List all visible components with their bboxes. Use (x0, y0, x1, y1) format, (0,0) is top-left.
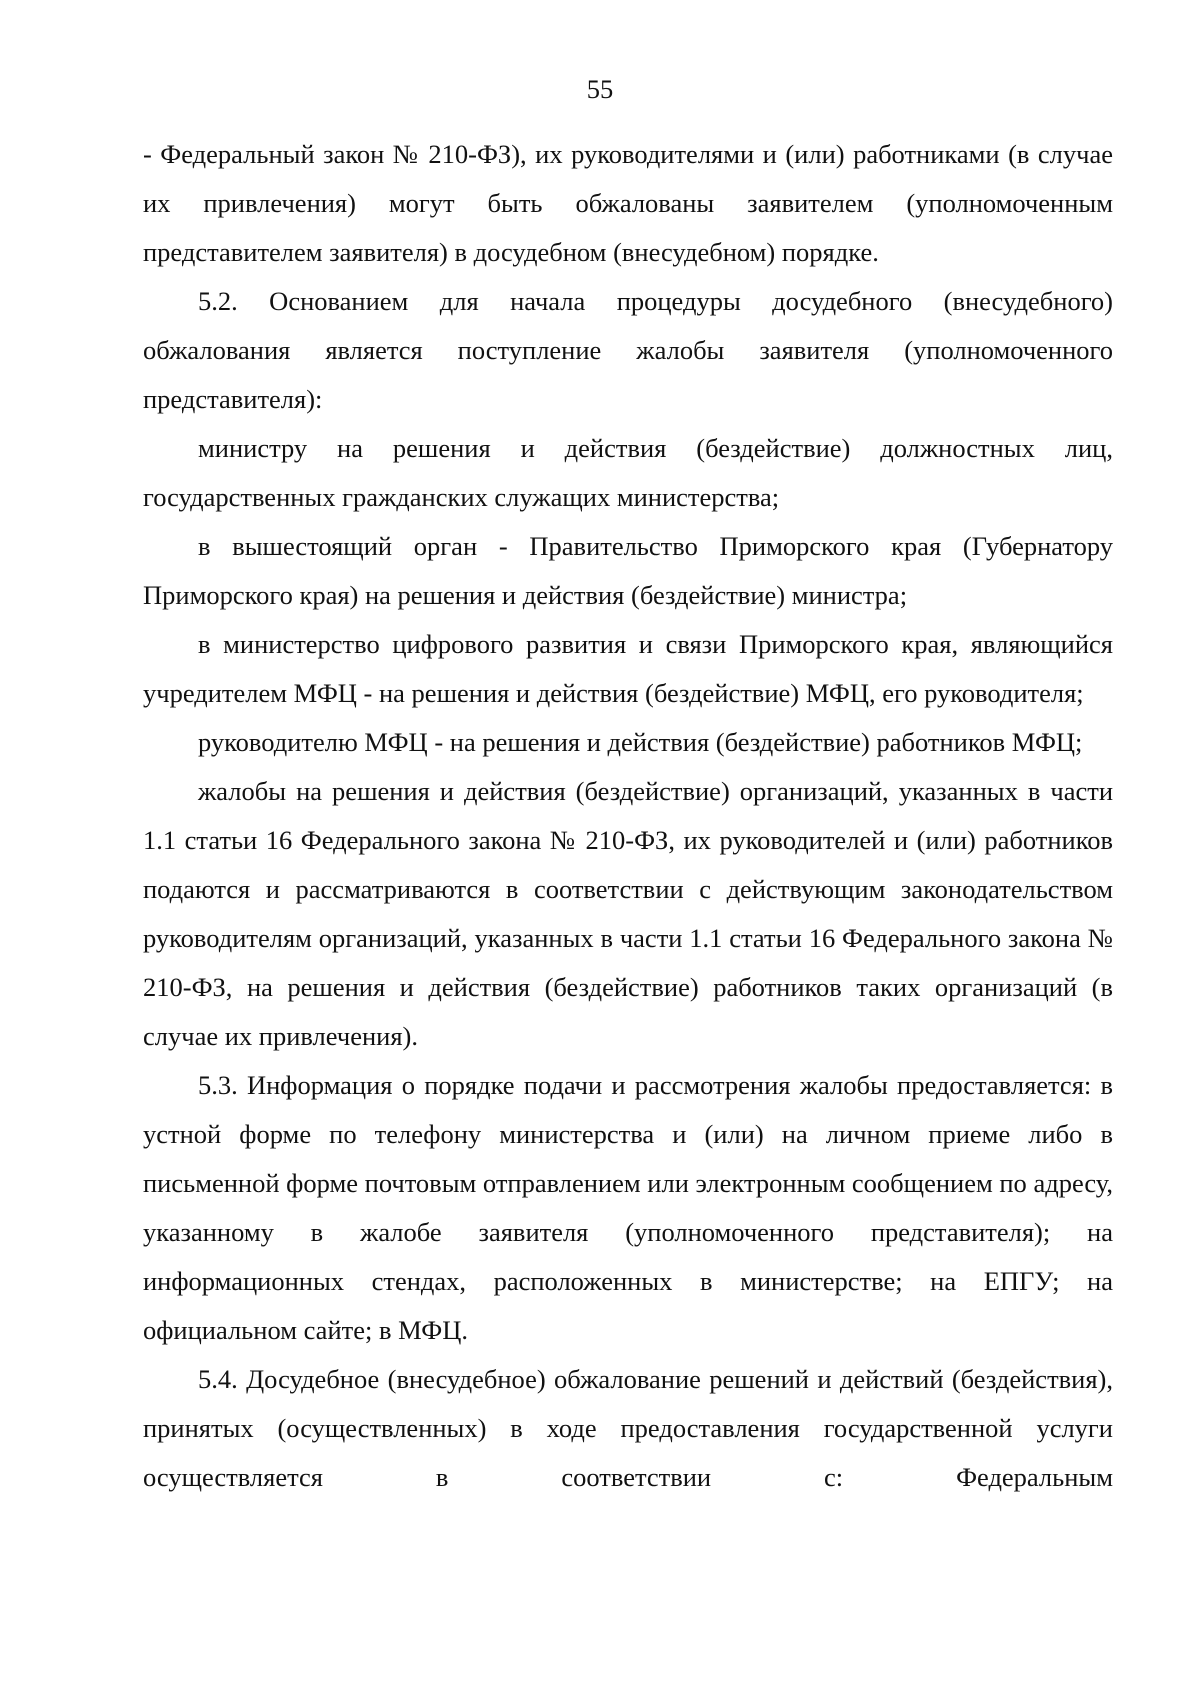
paragraph-organizations: жалобы на решения и действия (бездействие) организаций, указанных в части 1.1 статьи 16 Федерального закона № 210-ФЗ, их руководителей и (или) работников подаются и рассматриваются в соответствии с действующим законодательством руководителям организаций, указанных в части 1.1 статьи 16 Федерального закона № 210-ФЗ, на решения и действия (бездействие) работников таких организаций (в случае их привлечения). (143, 776, 1113, 1051)
paragraph-5-3: 5.3. Информация о порядке подачи и рассмотрения жалобы предоставляется: в устной форме по телефону министерства и (или) на личном приеме либо в письменной форме почтовым отправлением или электронным сообщением по адресу, указанному в жалобе заявителя (уполномоченного представителя); на информационных стендах, расположенных в министерстве; на ЕПГУ; на официальном сайте; в МФЦ. (143, 1070, 1113, 1345)
paragraph-digital-ministry: в министерство цифрового развития и связи Приморского края, являющийся учредителем МФЦ - на решения и действия (бездействие) МФЦ, его руководителя; (143, 629, 1113, 708)
page-number: 55 (586, 74, 614, 104)
paragraph-continuation: - Федеральный закон № 210-ФЗ), их руководителями и (или) работниками (в случае их привлечения) могут быть обжалованы заявителем (уполномоченным представителем заявителя) в досудебном (внесудебном) порядке. (143, 139, 1113, 267)
paragraph-higher-body: в вышестоящий орган - Правительство Приморского края (Губернатору Приморского края) на решения и действия (бездействие) министра; (143, 531, 1113, 610)
paragraph-5-4: 5.4. Досудебное (внесудебное) обжалование решений и действий (бездействия), принятых (осуществленных) в ходе предоставления государственной услуги осуществляется в соответствии с: Федеральным (143, 1364, 1113, 1492)
paragraph-mfc-head: руководителю МФЦ - на решения и действия (бездействие) работников МФЦ; (198, 727, 1083, 757)
paragraph-minister: министру на решения и действия (бездействие) должностных лиц, государственных гражданских служащих министерства; (143, 433, 1113, 512)
paragraph-5-2: 5.2. Основанием для начала процедуры досудебного (внесудебного) обжалования является поступление жалобы заявителя (уполномоченного представителя): (143, 286, 1113, 414)
document-body (143, 130, 1113, 1502)
